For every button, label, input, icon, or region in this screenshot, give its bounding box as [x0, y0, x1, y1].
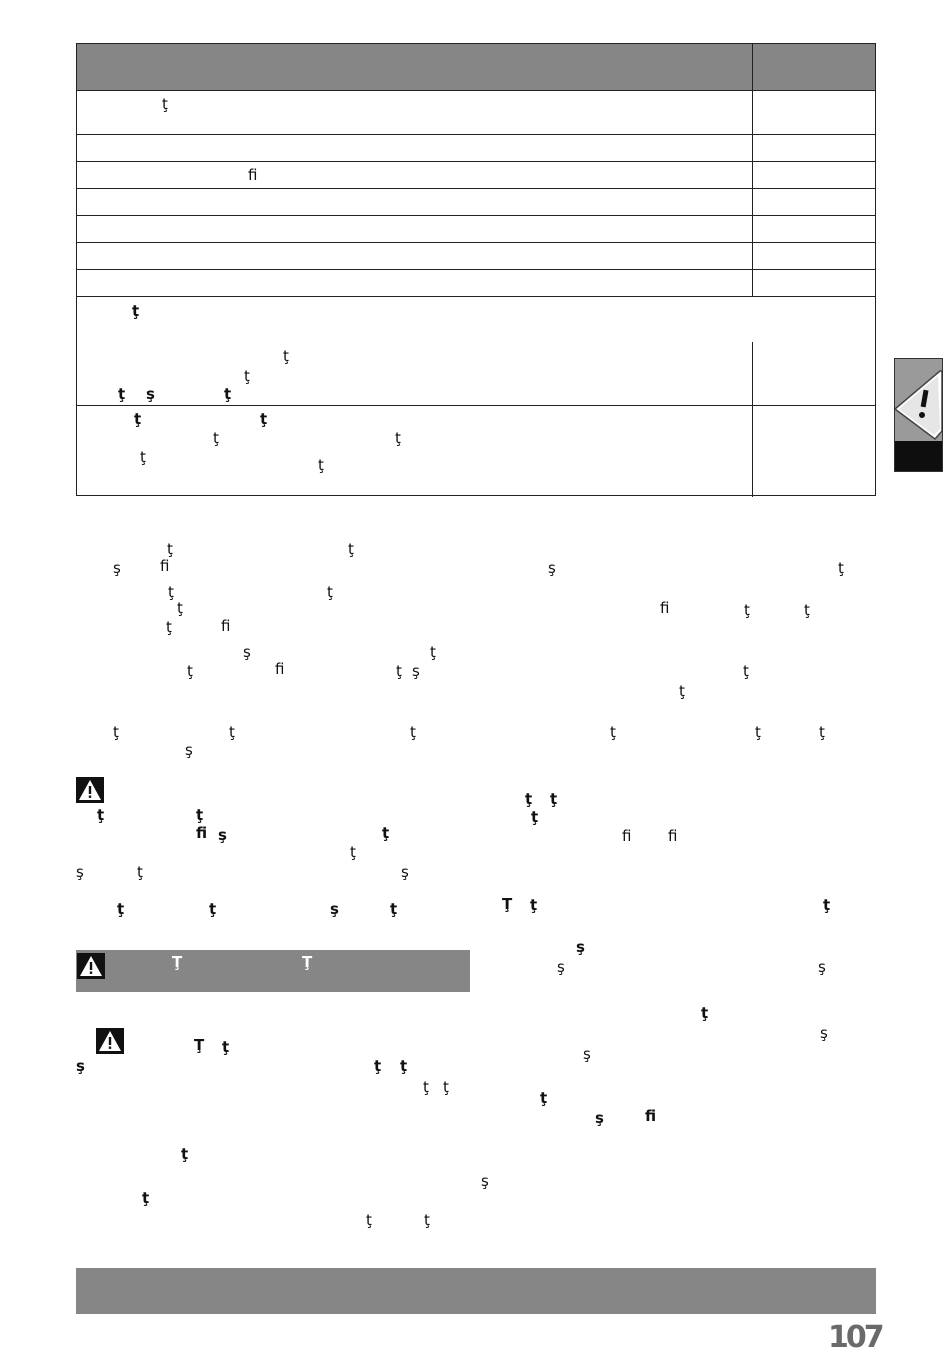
text-glyph: ş — [576, 938, 585, 956]
text-glyph: ţ — [755, 723, 761, 741]
text-glyph: ﬁ — [196, 824, 208, 842]
table-row-line — [77, 215, 875, 216]
text-glyph: ţ — [525, 790, 533, 808]
table-glyph: ţ — [318, 456, 324, 474]
table-glyph: ţ — [134, 410, 142, 428]
text-glyph: ş — [557, 958, 565, 976]
text-glyph: ţ — [366, 1211, 372, 1229]
table-header — [77, 44, 875, 91]
warning-triangle-icon — [96, 1028, 124, 1054]
text-glyph: ţ — [396, 662, 402, 680]
table-glyph: ţ — [395, 429, 401, 447]
text-glyph: ş — [412, 662, 420, 680]
text-glyph: ş — [243, 643, 251, 661]
table-row-line — [77, 296, 875, 297]
text-glyph: ţ — [374, 1057, 382, 1075]
table-glyph: ţ — [224, 385, 232, 403]
table-glyph: ﬁ — [248, 166, 258, 184]
text-glyph: ş — [818, 958, 826, 976]
text-glyph: ş — [595, 1109, 604, 1127]
text-glyph: ş — [218, 826, 227, 844]
banner-glyph: Ţ — [302, 953, 313, 971]
table-row-line — [77, 405, 875, 406]
exclamation-sign-icon — [895, 359, 942, 441]
text-glyph: ţ — [209, 900, 217, 918]
text-glyph: ţ — [424, 1211, 430, 1229]
page-number: 107 — [828, 1320, 882, 1355]
text-glyph: ﬁ — [622, 827, 632, 845]
text-glyph: ţ — [222, 1038, 230, 1056]
text-glyph: ş — [481, 1172, 489, 1190]
text-glyph: ﬁ — [275, 660, 285, 678]
text-glyph: ţ — [430, 643, 436, 661]
table-row-line — [77, 242, 875, 243]
text-glyph: ţ — [804, 601, 810, 619]
text-glyph: ţ — [137, 863, 143, 881]
text-glyph: ţ — [113, 723, 119, 741]
table-glyph: ţ — [213, 429, 219, 447]
table-glyph: ţ — [132, 302, 140, 320]
text-glyph: Ţ — [194, 1036, 205, 1054]
text-glyph: ţ — [117, 900, 125, 918]
text-glyph: ţ — [166, 618, 172, 636]
table-row-line — [77, 161, 875, 162]
text-glyph: ţ — [530, 896, 538, 914]
table-glyph: ş — [146, 385, 155, 403]
text-glyph: ş — [330, 900, 339, 918]
text-glyph: ş — [76, 1057, 85, 1075]
text-glyph: ţ — [819, 723, 825, 741]
text-glyph: ş — [820, 1024, 828, 1042]
text-glyph: ţ — [743, 662, 749, 680]
table-glyph: ţ — [260, 410, 268, 428]
text-glyph: ﬁ — [660, 599, 670, 617]
text-glyph: ţ — [187, 662, 193, 680]
text-glyph: ţ — [540, 1089, 548, 1107]
table-glyph: ţ — [140, 448, 146, 466]
text-glyph: ţ — [838, 559, 844, 577]
text-glyph: ţ — [348, 540, 354, 558]
text-glyph: ş — [113, 559, 121, 577]
table-column-divider — [752, 342, 753, 497]
text-glyph: ţ — [382, 824, 390, 842]
footer-bar — [76, 1268, 876, 1314]
text-glyph: Ţ — [502, 895, 513, 913]
warning-banner — [76, 950, 470, 992]
text-glyph: ţ — [97, 806, 105, 824]
text-glyph: ţ — [177, 599, 183, 617]
table-glyph: ţ — [244, 367, 250, 385]
text-glyph: ﬁ — [160, 557, 170, 575]
text-glyph: ş — [548, 559, 556, 577]
text-glyph: ţ — [823, 896, 831, 914]
text-glyph: ţ — [196, 806, 204, 824]
text-glyph: ţ — [390, 900, 398, 918]
text-glyph: ţ — [443, 1078, 449, 1096]
table-glyph: ţ — [283, 347, 289, 365]
text-glyph: ţ — [168, 583, 174, 601]
table-row-line — [77, 134, 875, 135]
text-glyph: ţ — [181, 1145, 189, 1163]
text-glyph: ţ — [350, 843, 356, 861]
text-glyph: ţ — [550, 790, 558, 808]
text-glyph: ﬁ — [221, 617, 231, 635]
text-glyph: ţ — [167, 540, 173, 558]
text-glyph: ﬁ — [645, 1107, 657, 1125]
table-column-divider — [752, 44, 753, 297]
text-glyph: ţ — [610, 723, 616, 741]
text-glyph: ş — [185, 741, 193, 759]
section-tab — [894, 358, 943, 472]
text-glyph: ţ — [327, 583, 333, 601]
text-glyph: ţ — [410, 723, 416, 741]
text-glyph: ţ — [679, 682, 685, 700]
text-glyph: ş — [401, 863, 409, 881]
warning-triangle-icon — [76, 777, 104, 803]
table-glyph: ţ — [118, 385, 126, 403]
table-glyph: ţ — [162, 95, 168, 113]
spec-table — [76, 43, 876, 496]
text-glyph: ţ — [229, 723, 235, 741]
table-row-line — [77, 269, 875, 270]
text-glyph: ţ — [744, 601, 750, 619]
warning-triangle-icon — [77, 953, 105, 979]
text-glyph: ş — [583, 1045, 591, 1063]
text-glyph: ţ — [142, 1189, 150, 1207]
text-glyph: ţ — [400, 1057, 408, 1075]
text-glyph: ţ — [423, 1078, 429, 1096]
banner-glyph: Ţ — [172, 953, 183, 971]
text-glyph: ţ — [531, 808, 539, 826]
text-glyph: ţ — [701, 1004, 709, 1022]
table-row-line — [77, 188, 875, 189]
tab-dark-area — [895, 441, 942, 471]
text-glyph: ş — [76, 863, 84, 881]
text-glyph: ﬁ — [668, 827, 678, 845]
